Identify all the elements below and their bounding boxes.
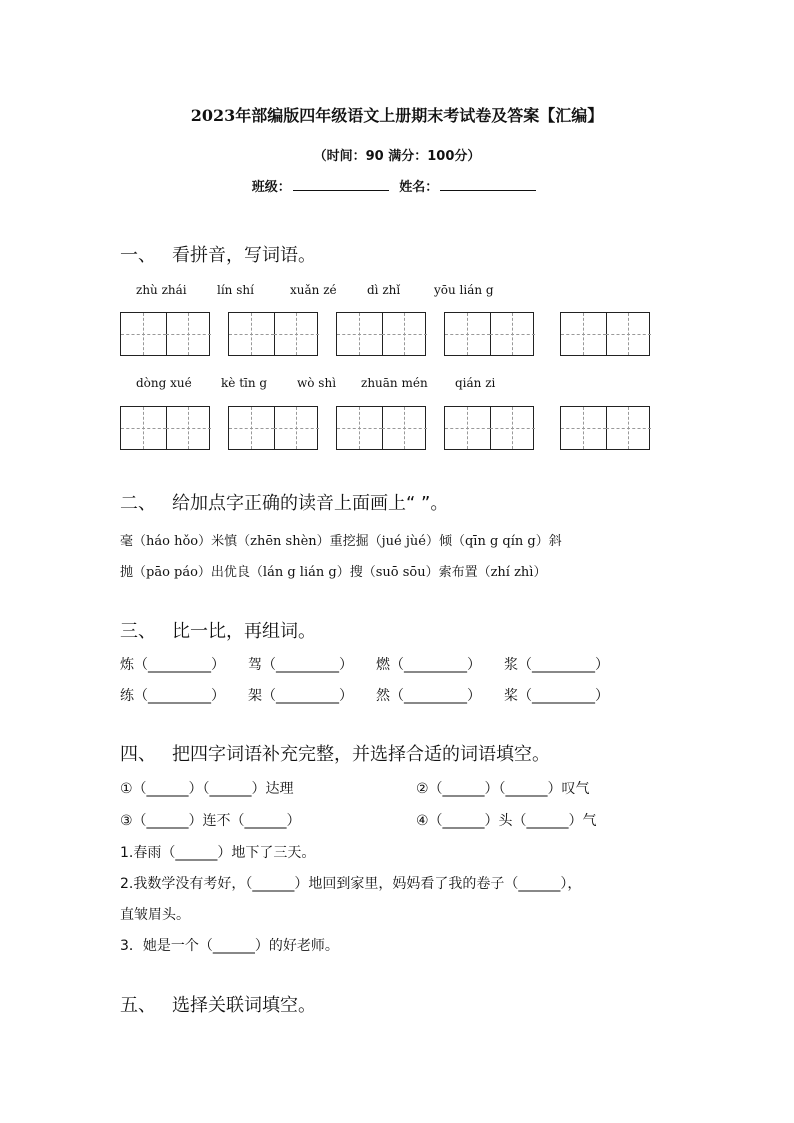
section-2-heading [120, 489, 448, 515]
student-info-line [0, 176, 794, 195]
section-1-heading [120, 241, 316, 267]
word-blank[interactable]: 练（_________） [120, 688, 225, 704]
section-title: 给加点字正确的读音上面画上“ ”。 [172, 493, 449, 514]
writing-grid[interactable] [560, 312, 650, 356]
pinyin-label: zhù zhái [136, 283, 187, 297]
section-number: 三、 [120, 621, 156, 642]
writing-grid[interactable] [444, 406, 534, 450]
pinyin-label: xuǎn zé [290, 283, 337, 297]
name-blank[interactable] [440, 178, 536, 191]
name-label: 姓名： [399, 180, 439, 195]
fill-question-3[interactable]: 3．她是一个（______）的好老师。 [120, 938, 339, 954]
word-blank[interactable]: 浆（_________） [504, 657, 609, 673]
exam-info: （时间：90 满分：100分） [313, 149, 481, 164]
pronunciation-line-2: 抛（pāo páo）出优良（lán g lián g）搜（suō sōu）索布置（zhí zhì） [120, 565, 547, 580]
pinyin-label: wò shì [297, 376, 337, 390]
idiom-item-1[interactable]: ①（______）（______）达理 [120, 781, 294, 797]
section-4-heading [120, 740, 550, 766]
writing-grid[interactable] [336, 406, 426, 450]
section-number: 一、 [120, 245, 156, 266]
idiom-item-3[interactable]: ③（______）连不（______） [120, 813, 301, 829]
pinyin-label: zhuān mén [361, 376, 428, 390]
pinyin-label: yōu lián g [434, 283, 494, 297]
word-blank[interactable]: 然（_________） [376, 688, 481, 704]
section-title: 把四字词语补充完整，并选择合适的词语填空。 [172, 744, 550, 765]
writing-grid[interactable] [560, 406, 650, 450]
writing-grid[interactable] [120, 406, 210, 450]
writing-grid[interactable] [444, 312, 534, 356]
section-3-heading [120, 617, 316, 643]
idiom-item-2[interactable]: ②（______）（______）叹气 [416, 781, 590, 797]
section-title: 比一比，再组词。 [172, 621, 316, 642]
class-blank[interactable] [293, 178, 389, 191]
writing-grid[interactable] [228, 312, 318, 356]
writing-grid[interactable] [228, 406, 318, 450]
pinyin-label: dòng xué [136, 376, 192, 390]
writing-grid[interactable] [120, 312, 210, 356]
section-number: 四、 [120, 744, 156, 765]
writing-grid[interactable] [336, 312, 426, 356]
idiom-item-4[interactable]: ④（______）头（______）气 [416, 813, 597, 829]
fill-question-2[interactable]: 2.我数学没有考好，（______）地回到家里，妈妈看了我的卷子（______）， [120, 876, 582, 892]
word-blank[interactable]: 驾（_________） [248, 657, 353, 673]
pinyin-label: dì zhǐ [367, 283, 401, 297]
pronunciation-line-1: 毫（háo hǒo）米慎（zhēn shèn）重挖掘（jué jùé）倾（qīn g qín g）斜 [120, 534, 562, 549]
fill-question-2-continued: 直皱眉头。 [120, 907, 190, 923]
section-title: 选择关联词填空。 [172, 995, 316, 1016]
word-blank[interactable]: 炼（_________） [120, 657, 225, 673]
fill-question-1[interactable]: 1.春雨（______）地下了三天。 [120, 845, 316, 861]
pinyin-label: lín shí [217, 283, 254, 297]
word-blank[interactable]: 架（_________） [248, 688, 353, 704]
section-number: 二、 [120, 493, 156, 514]
section-number: 五、 [120, 995, 156, 1016]
page-title: 2023年部编版四年级语文上册期末考试卷及答案【汇编】 [190, 106, 604, 125]
word-blank[interactable]: 桨（_________） [504, 688, 609, 704]
class-label: 班级： [251, 180, 291, 195]
section-title: 看拼音，写词语。 [172, 245, 316, 266]
pinyin-label: qián zi [455, 376, 496, 390]
word-blank[interactable]: 燃（_________） [376, 657, 481, 673]
section-5-heading [120, 991, 316, 1017]
pinyin-label: kè tīn g [221, 376, 268, 390]
